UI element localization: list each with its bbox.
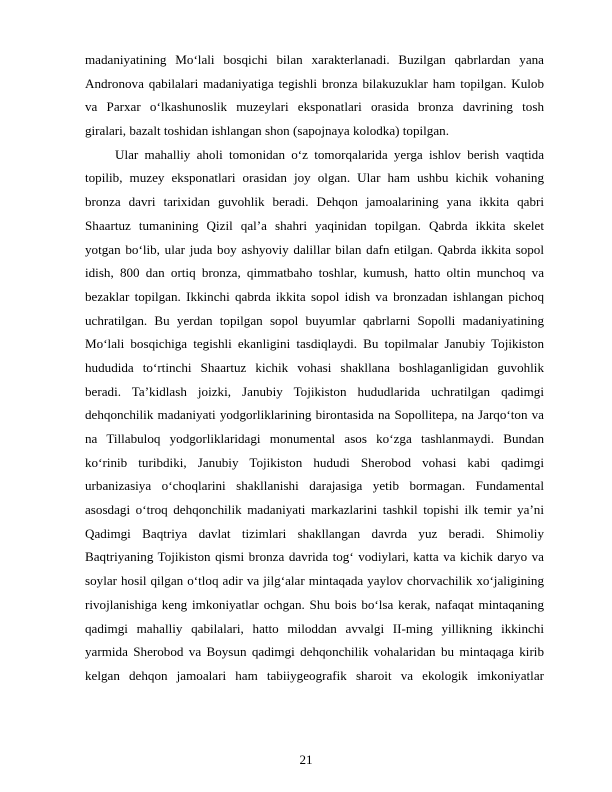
text-line: beradi. Ta’kidlash joizki, Janubiy Tojikiston hududlarida uchratilgan qadimgi [85,383,544,399]
text-line: Andronova qabilalari madaniyatiga tegishli bronza bilakuzuklar ham topilgan. Kulob [85,75,544,91]
text-line: va Parxar o‘lkashunoslik muzeylari eksponatlari orasida bronza davrining tosh [85,99,544,115]
text-line: na Tillabuloq yodgorliklaridagi monumental asos ko‘zga tashlanmaydi. Bundan [85,431,544,446]
text-line: giralari, bazalt toshidan ishlangan shon (sapojnaya kolodka) topilgan. [85,123,449,139]
text-line: yotgan bo‘lib, ular juda boy ashyoviy dalillar bilan dafn etilgan. Qabrda ikkita sopol [85,241,544,257]
text-line: rivojlanishiga keng imkoniyatlar ochgan. Shu bois bo‘lsa kerak, nafaqat mintaqaning [85,596,544,612]
text-line: qadimgi mahalliy qabilalari, hatto miloddan avvalgi II-ming yillikning ikkinchi [85,620,544,636]
text-line: kelgan dehqon jamoalari ham tabiiygeografik sharoit va ekologik imkoniyatlar [85,667,544,683]
text-line: yarmida Sherobod va Boysun qadimgi dehqonchilik vohalaridan bu mintaqaga kirib [85,644,544,660]
document-body [85,48,544,688]
text-line: urbanizasiya o‘choqlarini shakllanishi darajasiga yetib bormagan. Fundamental [85,478,544,494]
text-line: uchratilgan. Bu yerdan topilgan sopol buyumlar qabrlarni Sopolli madaniyatining [85,312,544,328]
paragraph-first-line: Ular mahalliy aholi tomonidan o‘z tomorqalarida yerga ishlov berish vaqtida [115,146,544,162]
text-line: bezaklar topilgan. Ikkinchi qabrda ikkita sopol idish va bronzadan ishlangan pichoq [85,288,544,304]
page-number: 21 [299,752,313,767]
text-line: idish, 800 dan ortiq bronza, qimmatbaho toshlar, kumush, hatto oltin munchoq va [85,265,544,281]
text-line: ko‘rinib turibdiki, Janubiy Tojikiston hududi Sherobod vohasi kabi qadimgi [85,454,544,470]
text-line: dehqonchilik madaniyati yodgorliklarining birontasida na Sopollitepa, na Jarqo‘ton va [85,407,544,423]
text-line: Shaartuz tumanining Qizil qal’a shahri yaqinidan topilgan. Qabrda ikkita skelet [85,217,544,233]
text-line: soylar hosil qilgan o‘tloq adir va jilg‘alar mintaqada yaylov chorvachilik xo‘jaligining [85,573,544,589]
text-line: Baqtriyaning Tojikiston qismi bronza davrida tog‘ vodiylari, katta va kichik daryo va [85,549,544,565]
text-line: Qadimgi Baqtriya davlat tizimlari shakllangan davrda yuz beradi. Shimoliy [85,525,544,541]
text-line: madaniyatining Mo‘lali bosqichi bilan xarakterlanadi. Buzilgan qabrlardan yana [85,52,544,67]
text-line: bronza davri tarixidan guvohlik beradi. Dehqon jamoalarining yana ikkita qabri [85,194,544,210]
text-line: topilib, muzey eksponatlari orasidan joy olgan. Ular ham ushbu kichik vohaning [85,170,544,186]
text-line: Mo‘lali bosqichiga tegishli ekanligini tasdiqlaydi. Bu topilmalar Janubiy Tojikiston [85,336,544,352]
text-line: asosdagi o‘troq dehqonchilik madaniyati markazlarini tashkil topishi ilk temir ya’ni [85,502,544,518]
text-line: hududida to‘rtinchi Shaartuz kichik vohasi shakllana boshlaganligidan guvohlik [85,359,544,375]
